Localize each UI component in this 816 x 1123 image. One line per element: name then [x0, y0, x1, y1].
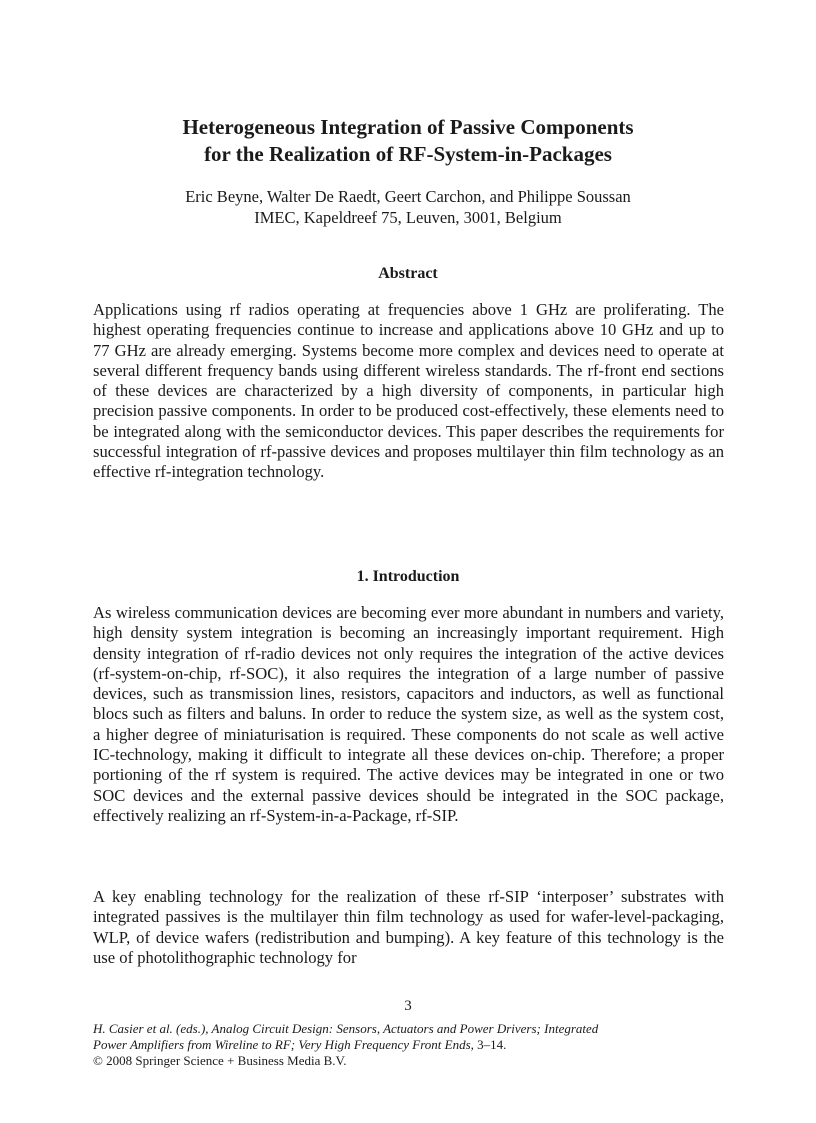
title-line-1: Heterogeneous Integration of Passive Components — [182, 115, 634, 139]
abstract-heading: Abstract — [378, 265, 438, 282]
introduction-paragraph-1: As wireless communication devices are becoming ever more abundant in numbers and variety, high density system integration is becoming an increasingly important requirement. High density integration of rf-radio devices not only requires the integration of the active devices (rf-system-on-chip, rf-SOC), it also requires the integration of a large number of passive devices, such as transmission lines, resistors, capacitors and inductors, as well as functional blocs such as filters and baluns. In order to reduce the system size, as well as the system cost, a higher degree of miniaturisation is required. These components do not scale as well active IC-technology, making it difficult to integrate all these devices on-chip. Therefore; a proper portioning of the rf system is required. The active devices may be integrated in one or two SOC devices and the external passive devices should be integrated in the SOC package, effectively realizing an rf-System-in-a-Package, rf-SIP. — [93, 603, 724, 825]
introduction-paragraph-2: A key enabling technology for the realization of these rf-SIP ‘interposer’ substrates with integrated passives is the multilayer thin film technology as used for wafer-level-packaging, WLP, of device wafers (redistribution and bumping). A key feature of this technology is the use of photolithographic technology for — [93, 887, 724, 967]
paper-title — [0, 114, 816, 168]
footer-copyright: © 2008 Springer Science + Business Media B.V. — [93, 1053, 347, 1068]
citation-footer — [93, 1021, 733, 1069]
footer-line-2 — [93, 1037, 733, 1053]
footer-line-2-pages: 3–14. — [473, 1037, 507, 1052]
page-number: 3 — [404, 998, 412, 1014]
footer-line-2-italic: Power Amplifiers from Wireline to RF; Very High Frequency Front Ends, — [93, 1037, 474, 1052]
abstract-text: Applications using rf radios operating at frequencies above 1 GHz are proliferating. The highest operating frequencies continue to increase and applications above 10 GHz and up to 77 GHz are already emerging. Systems become more complex and devices need to operate at several different frequency bands using different wireless standards. The rf-front end sections of these devices are characterized by a high diversity of components, in particular high precision passive components. In order to be produced cost-effectively, these elements need to be integrated along with the semiconductor devices. This paper describes the requirements for successful integration of rf-passive devices and proposes multilayer thin film technology as an effective rf-integration technology. — [93, 300, 724, 482]
footer-line-1: H. Casier et al. (eds.), Analog Circuit Design: Sensors, Actuators and Power Drivers; Integrated — [93, 1021, 599, 1036]
affiliation: IMEC, Kapeldreef 75, Leuven, 3001, Belgium — [254, 208, 562, 227]
introduction-heading: 1. Introduction — [356, 568, 460, 585]
title-line-2: for the Realization of RF-System-in-Packages — [204, 142, 612, 166]
author-list: Eric Beyne, Walter De Raedt, Geert Carchon, and Philippe Soussan — [185, 187, 631, 206]
author-block — [0, 186, 816, 228]
